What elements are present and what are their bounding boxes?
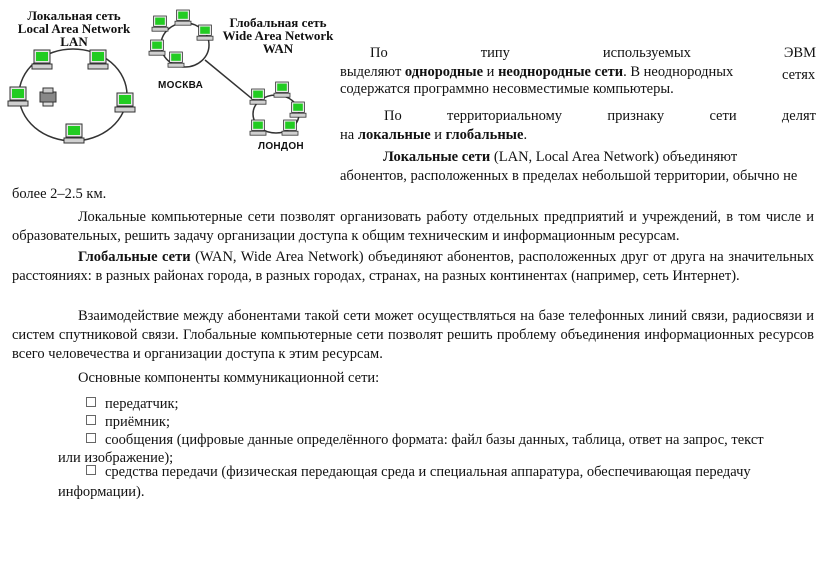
p1-line2: выделяют однородные и неоднородные сети. В неоднородных: [340, 64, 734, 80]
p3-line2: абонентов, расположенных в пределах небольшой территории, обычно не: [340, 168, 798, 184]
p2-line1: По территориальному признаку сети делят: [384, 108, 816, 124]
computer-icon: [250, 89, 266, 104]
computer-icon: [152, 16, 168, 31]
printer-icon: [40, 88, 56, 106]
computer-icon: [149, 40, 165, 55]
list-item: сообщения (цифровые данные определённого формата: файл базы данных, таблица, ответ на запрос, текст: [86, 431, 764, 450]
computer-icon: [8, 87, 28, 106]
wan-link: [205, 60, 256, 102]
list-item: средства передачи (физическая передающая среда и специальная аппаратура, обеспечивающая передачу: [86, 463, 751, 482]
bullet-box-icon: [86, 433, 96, 443]
lan-title: Локальная сеть Local Area Network LAN: [17, 8, 131, 49]
computer-icon: [115, 93, 135, 112]
paragraph-lan-usage: Локальные компьютерные сети позволят организовать работу отдельных предприятий и учреждений, в том числе и образовательных, решить задачу организации доступа к общим техническим и информационным ресурсам.: [12, 209, 814, 244]
p3-line1: Локальные сети (LAN, Local Area Network) объединяют: [383, 149, 738, 165]
bullet-box-icon: [86, 415, 96, 425]
list-item: передатчик;: [86, 395, 179, 414]
computer-icon: [274, 82, 290, 97]
wan-title: Глобальная сеть Wide Area Network WAN: [222, 15, 334, 56]
computer-icon: [290, 102, 306, 117]
paragraph-components: Основные компоненты коммуникационной сети:: [78, 370, 380, 386]
p3-line3: более 2–2.5 км.: [12, 186, 107, 202]
computer-icon: [197, 25, 213, 40]
bullet-box-icon: [86, 397, 96, 407]
paragraph-wan-interaction: Взаимодействие между абонентами такой сети может осуществляться на базе телефонных линий связи, радиосвязи и систем спутниковой связи. Глобальные компьютерные сети позволят решить проблему объединения информационных ресурсов всего человечества и организации доступа к этим ресурсам.: [12, 308, 814, 362]
computer-icon: [88, 50, 108, 69]
p2-line2: на локальные и глобальные.: [340, 127, 528, 143]
list-item: приёмник;: [86, 413, 170, 432]
city-london-label: ЛОНДОН: [258, 141, 304, 152]
paragraph-wan: Глобальные сети (WAN, Wide Area Network) объединяют абонентов, расположенных друг от друга на значительных расстояниях: в разных районах города, в разных городах, странах, на разных континентах (например, сеть Интернет).: [12, 249, 815, 284]
computer-icon: [168, 52, 184, 67]
list-item-continuation: информации).: [58, 484, 145, 500]
city-moscow-label: МОСКВА: [158, 80, 204, 91]
computer-icon: [282, 120, 298, 135]
p1-line2-end: сетях: [782, 67, 816, 83]
computer-icon: [250, 120, 266, 135]
computer-icon: [64, 124, 84, 143]
bullet-box-icon: [86, 465, 96, 475]
p1-line1: По типу используемых ЭВМ: [370, 45, 816, 61]
p1-line3: содержатся программно несовместимые компьютеры.: [340, 81, 674, 97]
computer-icon: [175, 10, 191, 25]
computer-icon: [32, 50, 52, 69]
list-item-continuation: или изображение);: [58, 450, 174, 466]
